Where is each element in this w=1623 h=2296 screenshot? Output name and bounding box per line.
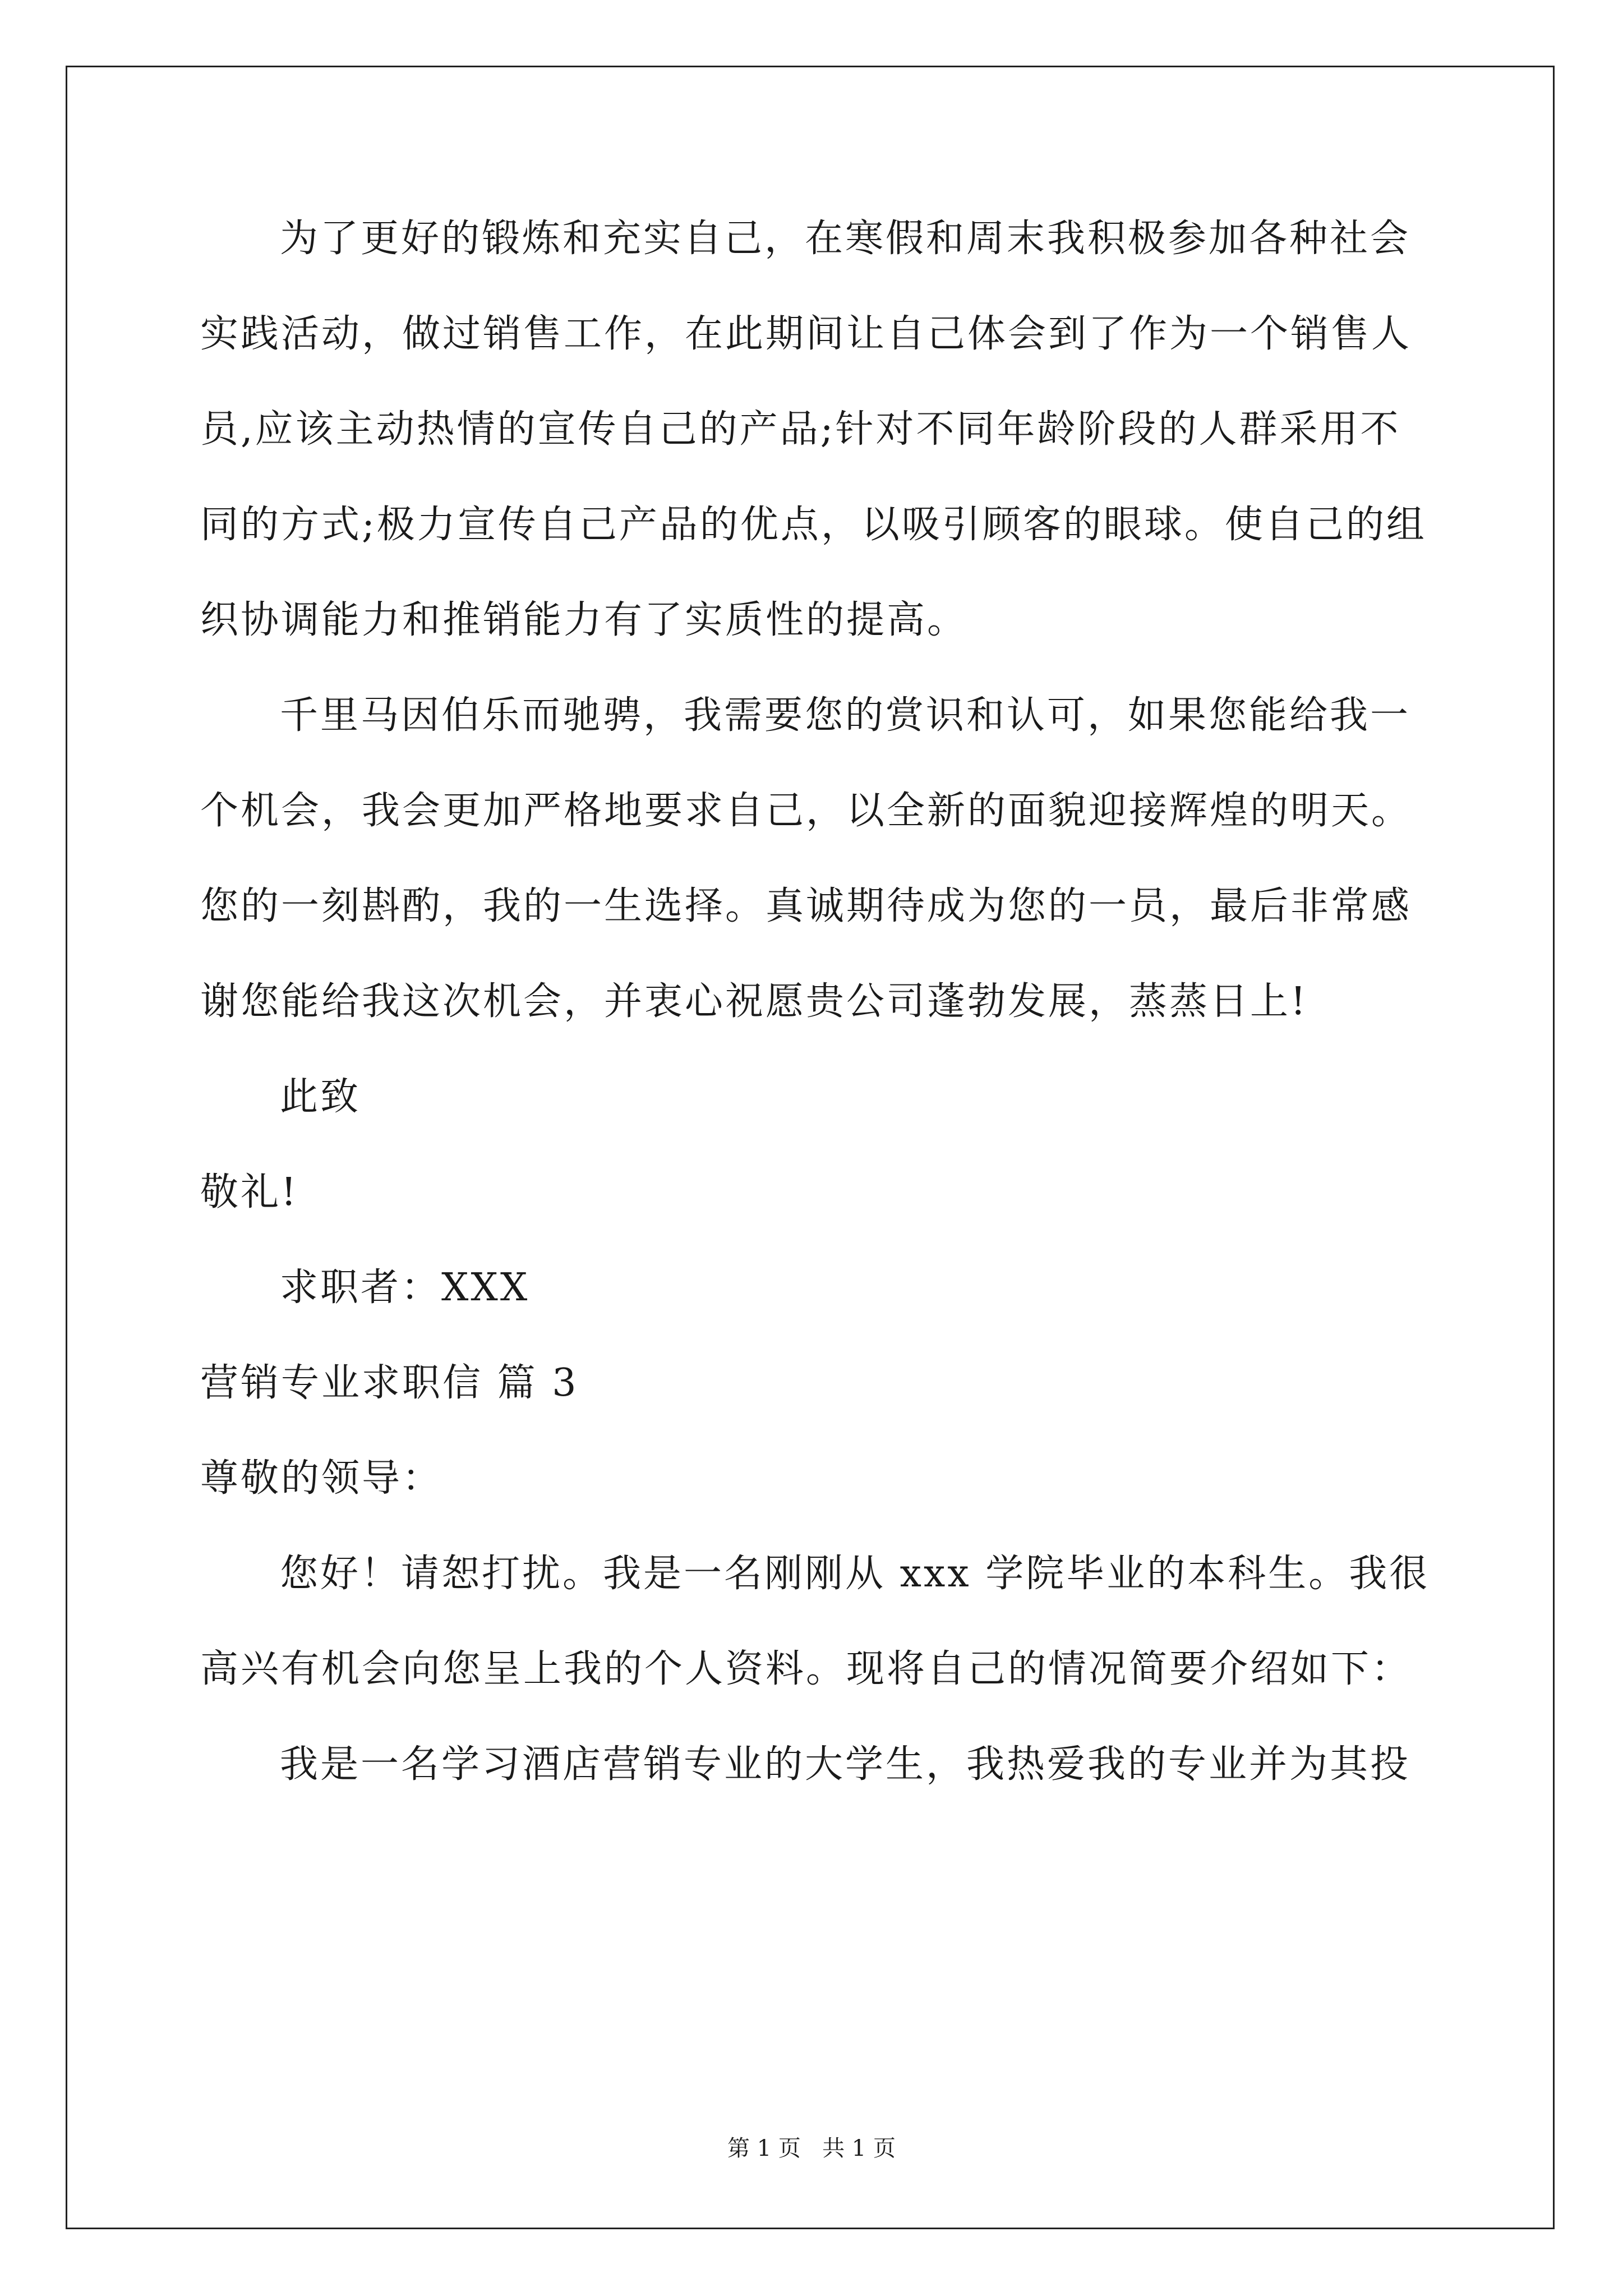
paragraph-line: 谢您能给我这次机会，并衷心祝愿贵公司蓬勃发展，蒸蒸日上!: [200, 979, 1308, 1024]
paragraph-line: 您好！请恕打扰。我是一名刚刚从 xxx 学院毕业的本科生。我很: [280, 1552, 1430, 1596]
page-border: [66, 66, 1555, 2229]
section-heading: 营销专业求职信 篇 3: [200, 1361, 579, 1405]
paragraph-line: 织协调能力和推销能力有了实质性的提高。: [200, 598, 968, 642]
greeting: 尊敬的领导：: [200, 1456, 443, 1501]
paragraph-line: 高兴有机会向您呈上我的个人资料。现将自己的情况简要介绍如下：: [200, 1647, 1412, 1691]
paragraph-line: 实践活动，做过销售工作，在此期间让自己体会到了作为一个销售人: [200, 312, 1412, 356]
paragraph-line: 我是一名学习酒店营销专业的大学生，我热爱我的专业并为其投: [280, 1742, 1411, 1787]
paragraph-line: 千里马因伯乐而驰骋，我需要您的赏识和认可，如果您能给我一: [280, 693, 1411, 738]
closing-salutation: 此致: [280, 1075, 361, 1119]
paragraph-line: 为了更好的锻炼和充实自己，在寒假和周末我积极参加各种社会: [280, 217, 1411, 261]
closing-respect: 敬礼!: [200, 1170, 299, 1214]
paragraph-line: 您的一刻斟酌，我的一生选择。真诚期待成为您的一员，最后非常感: [200, 884, 1412, 928]
paragraph-line: 个机会，我会更加严格地要求自己，以全新的面貌迎接辉煌的明天。: [200, 789, 1412, 833]
paragraph-line: 同的方式;极力宣传自己产品的优点，以吸引顾客的眼球。使自己的组: [200, 503, 1427, 547]
paragraph-line: 员,应该主动热情的宣传自己的产品;针对不同年龄阶段的人群采用不: [200, 407, 1401, 452]
signature-line: 求职者：XXX: [280, 1266, 530, 1310]
page-footer: 第 1 页 共 1 页: [727, 2136, 896, 2161]
